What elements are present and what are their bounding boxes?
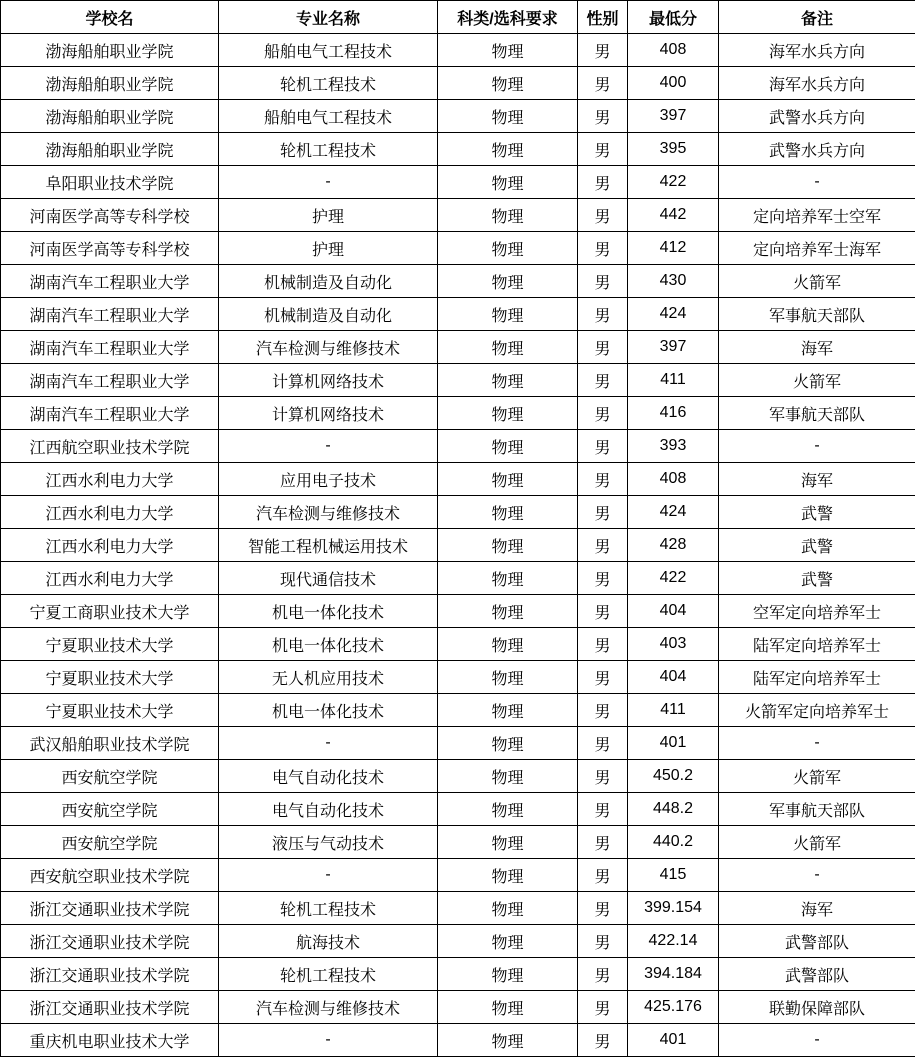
cell-major-name: 现代通信技术 — [219, 562, 438, 595]
cell-subject-requirement: 物理 — [438, 496, 578, 529]
cell-min-score: 411 — [628, 694, 719, 727]
cell-gender: 男 — [578, 826, 628, 859]
cell-gender: 男 — [578, 760, 628, 793]
cell-min-score: 401 — [628, 727, 719, 760]
cell-remark: 武警 — [719, 562, 915, 595]
cell-school-name: 重庆机电职业技术大学 — [1, 1024, 219, 1057]
cell-school-name: 江西水利电力大学 — [1, 463, 219, 496]
cell-min-score: 404 — [628, 595, 719, 628]
cell-school-name: 宁夏工商职业技术大学 — [1, 595, 219, 628]
cell-major-name: 汽车检测与维修技术 — [219, 991, 438, 1024]
cell-remark: 火箭军 — [719, 826, 915, 859]
cell-min-score: 416 — [628, 397, 719, 430]
cell-major-name: - — [219, 1024, 438, 1057]
table-row — [1, 529, 915, 562]
cell-remark: 武警水兵方向 — [719, 133, 915, 166]
cell-gender: 男 — [578, 661, 628, 694]
cell-remark: 空军定向培养军士 — [719, 595, 915, 628]
cell-major-name: 电气自动化技术 — [219, 760, 438, 793]
cell-major-name: - — [219, 430, 438, 463]
cell-school-name: 浙江交通职业技术学院 — [1, 958, 219, 991]
header-school-name: 学校名 — [1, 1, 219, 34]
table-row — [1, 298, 915, 331]
cell-school-name: 浙江交通职业技术学院 — [1, 925, 219, 958]
cell-min-score: 408 — [628, 463, 719, 496]
table-row — [1, 628, 915, 661]
cell-school-name: 渤海船舶职业学院 — [1, 67, 219, 100]
cell-gender: 男 — [578, 298, 628, 331]
table-row — [1, 760, 915, 793]
cell-min-score: 424 — [628, 496, 719, 529]
cell-subject-requirement: 物理 — [438, 892, 578, 925]
cell-major-name: 汽车检测与维修技术 — [219, 331, 438, 364]
cell-major-name: 机械制造及自动化 — [219, 265, 438, 298]
cell-min-score: 425.176 — [628, 991, 719, 1024]
table-row — [1, 199, 915, 232]
cell-subject-requirement: 物理 — [438, 133, 578, 166]
table-row — [1, 892, 915, 925]
cell-subject-requirement: 物理 — [438, 925, 578, 958]
cell-min-score: 404 — [628, 661, 719, 694]
cell-remark: 海军 — [719, 331, 915, 364]
table-row — [1, 694, 915, 727]
cell-gender: 男 — [578, 232, 628, 265]
cell-subject-requirement: 物理 — [438, 595, 578, 628]
table-row — [1, 364, 915, 397]
cell-remark: 海军水兵方向 — [719, 67, 915, 100]
cell-subject-requirement: 物理 — [438, 628, 578, 661]
cell-gender: 男 — [578, 364, 628, 397]
cell-gender: 男 — [578, 331, 628, 364]
table-row — [1, 826, 915, 859]
cell-min-score: 424 — [628, 298, 719, 331]
table-row — [1, 661, 915, 694]
cell-subject-requirement: 物理 — [438, 463, 578, 496]
cell-gender: 男 — [578, 727, 628, 760]
cell-gender: 男 — [578, 463, 628, 496]
cell-remark: 武警部队 — [719, 925, 915, 958]
cell-remark: 军事航天部队 — [719, 397, 915, 430]
cell-school-name: 宁夏职业技术大学 — [1, 628, 219, 661]
cell-min-score: 403 — [628, 628, 719, 661]
cell-subject-requirement: 物理 — [438, 529, 578, 562]
cell-subject-requirement: 物理 — [438, 991, 578, 1024]
cell-remark: 火箭军 — [719, 364, 915, 397]
cell-major-name: 电气自动化技术 — [219, 793, 438, 826]
table-body — [1, 34, 915, 1057]
cell-gender: 男 — [578, 529, 628, 562]
table-row — [1, 793, 915, 826]
table-row — [1, 232, 915, 265]
table-row — [1, 1024, 915, 1057]
cell-remark: 海军水兵方向 — [719, 34, 915, 67]
cell-min-score: 394.184 — [628, 958, 719, 991]
cell-min-score: 448.2 — [628, 793, 719, 826]
cell-min-score: 395 — [628, 133, 719, 166]
table-row — [1, 595, 915, 628]
cell-subject-requirement: 物理 — [438, 397, 578, 430]
cell-school-name: 宁夏职业技术大学 — [1, 661, 219, 694]
table-row — [1, 496, 915, 529]
table-row — [1, 958, 915, 991]
cell-subject-requirement: 物理 — [438, 727, 578, 760]
cell-subject-requirement: 物理 — [438, 430, 578, 463]
cell-school-name: 渤海船舶职业学院 — [1, 34, 219, 67]
cell-remark: - — [719, 430, 915, 463]
cell-subject-requirement: 物理 — [438, 694, 578, 727]
cell-remark: 火箭军 — [719, 760, 915, 793]
cell-remark: 陆军定向培养军士 — [719, 661, 915, 694]
cell-remark: 陆军定向培养军士 — [719, 628, 915, 661]
cell-gender: 男 — [578, 694, 628, 727]
cell-remark: - — [719, 1024, 915, 1057]
cell-major-name: 船舶电气工程技术 — [219, 34, 438, 67]
cell-gender: 男 — [578, 67, 628, 100]
cell-subject-requirement: 物理 — [438, 331, 578, 364]
cell-school-name: 江西水利电力大学 — [1, 529, 219, 562]
cell-subject-requirement: 物理 — [438, 265, 578, 298]
cell-subject-requirement: 物理 — [438, 166, 578, 199]
cell-school-name: 湖南汽车工程职业大学 — [1, 331, 219, 364]
cell-gender: 男 — [578, 925, 628, 958]
cell-school-name: 湖南汽车工程职业大学 — [1, 397, 219, 430]
cell-major-name: 智能工程机械运用技术 — [219, 529, 438, 562]
cell-school-name: 西安航空职业技术学院 — [1, 859, 219, 892]
cell-major-name: 机械制造及自动化 — [219, 298, 438, 331]
table-row — [1, 925, 915, 958]
cell-min-score: 442 — [628, 199, 719, 232]
cell-min-score: 440.2 — [628, 826, 719, 859]
cell-subject-requirement: 物理 — [438, 826, 578, 859]
cell-gender: 男 — [578, 991, 628, 1024]
cell-school-name: 河南医学高等专科学校 — [1, 232, 219, 265]
cell-major-name: - — [219, 727, 438, 760]
cell-remark: - — [719, 166, 915, 199]
cell-school-name: 阜阳职业技术学院 — [1, 166, 219, 199]
table-row — [1, 67, 915, 100]
table-row — [1, 727, 915, 760]
cell-min-score: 450.2 — [628, 760, 719, 793]
cell-gender: 男 — [578, 595, 628, 628]
cell-subject-requirement: 物理 — [438, 298, 578, 331]
cell-major-name: 计算机网络技术 — [219, 397, 438, 430]
cell-min-score: 428 — [628, 529, 719, 562]
cell-min-score: 422.14 — [628, 925, 719, 958]
table-row — [1, 991, 915, 1024]
cell-subject-requirement: 物理 — [438, 661, 578, 694]
header-row — [1, 1, 915, 34]
table-row — [1, 463, 915, 496]
cell-major-name: 液压与气动技术 — [219, 826, 438, 859]
cell-min-score: 422 — [628, 562, 719, 595]
cell-remark: 武警 — [719, 529, 915, 562]
cell-remark: 武警 — [719, 496, 915, 529]
cell-major-name: 护理 — [219, 232, 438, 265]
header-remark: 备注 — [719, 1, 915, 34]
cell-gender: 男 — [578, 397, 628, 430]
cell-major-name: 计算机网络技术 — [219, 364, 438, 397]
cell-major-name: 机电一体化技术 — [219, 595, 438, 628]
cell-school-name: 湖南汽车工程职业大学 — [1, 265, 219, 298]
header-major-name: 专业名称 — [219, 1, 438, 34]
cell-major-name: - — [219, 859, 438, 892]
cell-major-name: 轮机工程技术 — [219, 958, 438, 991]
header-gender: 性别 — [578, 1, 628, 34]
cell-subject-requirement: 物理 — [438, 364, 578, 397]
cell-min-score: 400 — [628, 67, 719, 100]
cell-subject-requirement: 物理 — [438, 793, 578, 826]
cell-gender: 男 — [578, 166, 628, 199]
cell-school-name: 江西水利电力大学 — [1, 562, 219, 595]
cell-remark: 火箭军 — [719, 265, 915, 298]
cell-major-name: 轮机工程技术 — [219, 67, 438, 100]
cell-school-name: 宁夏职业技术大学 — [1, 694, 219, 727]
cell-subject-requirement: 物理 — [438, 67, 578, 100]
cell-school-name: 湖南汽车工程职业大学 — [1, 364, 219, 397]
cell-remark: 武警水兵方向 — [719, 100, 915, 133]
cell-min-score: 408 — [628, 34, 719, 67]
header-subject-requirement: 科类/选科要求 — [438, 1, 578, 34]
cell-gender: 男 — [578, 100, 628, 133]
cell-remark: 武警部队 — [719, 958, 915, 991]
cell-remark: 海军 — [719, 463, 915, 496]
cell-remark: 军事航天部队 — [719, 793, 915, 826]
cell-min-score: 401 — [628, 1024, 719, 1057]
cell-school-name: 江西水利电力大学 — [1, 496, 219, 529]
cell-school-name: 浙江交通职业技术学院 — [1, 991, 219, 1024]
cell-min-score: 393 — [628, 430, 719, 463]
cell-school-name: 湖南汽车工程职业大学 — [1, 298, 219, 331]
cell-subject-requirement: 物理 — [438, 232, 578, 265]
cell-remark: 军事航天部队 — [719, 298, 915, 331]
cell-remark: 火箭军定向培养军士 — [719, 694, 915, 727]
cell-major-name: 航海技术 — [219, 925, 438, 958]
cell-subject-requirement: 物理 — [438, 859, 578, 892]
cell-gender: 男 — [578, 265, 628, 298]
cell-school-name: 西安航空学院 — [1, 760, 219, 793]
cell-min-score: 430 — [628, 265, 719, 298]
cell-major-name: 轮机工程技术 — [219, 133, 438, 166]
cell-remark: 定向培养军士海军 — [719, 232, 915, 265]
cell-min-score: 397 — [628, 100, 719, 133]
header-min-score: 最低分 — [628, 1, 719, 34]
cell-major-name: 机电一体化技术 — [219, 694, 438, 727]
cell-gender: 男 — [578, 496, 628, 529]
cell-major-name: 汽车检测与维修技术 — [219, 496, 438, 529]
cell-school-name: 武汉船舶职业技术学院 — [1, 727, 219, 760]
cell-gender: 男 — [578, 1024, 628, 1057]
cell-gender: 男 — [578, 199, 628, 232]
cell-major-name: 船舶电气工程技术 — [219, 100, 438, 133]
cell-remark: - — [719, 727, 915, 760]
cell-major-name: 护理 — [219, 199, 438, 232]
cell-major-name: 应用电子技术 — [219, 463, 438, 496]
cell-subject-requirement: 物理 — [438, 760, 578, 793]
cell-major-name: 轮机工程技术 — [219, 892, 438, 925]
cell-major-name: 无人机应用技术 — [219, 661, 438, 694]
cell-subject-requirement: 物理 — [438, 562, 578, 595]
table-row — [1, 100, 915, 133]
table-row — [1, 265, 915, 298]
cell-major-name: - — [219, 166, 438, 199]
cell-gender: 男 — [578, 34, 628, 67]
cell-school-name: 西安航空学院 — [1, 826, 219, 859]
cell-remark: - — [719, 859, 915, 892]
cell-gender: 男 — [578, 133, 628, 166]
table-row — [1, 562, 915, 595]
cell-subject-requirement: 物理 — [438, 34, 578, 67]
table-row — [1, 331, 915, 364]
cell-gender: 男 — [578, 892, 628, 925]
cell-subject-requirement: 物理 — [438, 958, 578, 991]
cell-gender: 男 — [578, 628, 628, 661]
cell-school-name: 西安航空学院 — [1, 793, 219, 826]
cell-school-name: 江西航空职业技术学院 — [1, 430, 219, 463]
table-row — [1, 166, 915, 199]
cell-min-score: 397 — [628, 331, 719, 364]
cell-min-score: 415 — [628, 859, 719, 892]
cell-major-name: 机电一体化技术 — [219, 628, 438, 661]
cell-remark: 定向培养军士空军 — [719, 199, 915, 232]
table-row — [1, 397, 915, 430]
table-row — [1, 133, 915, 166]
cell-school-name: 浙江交通职业技术学院 — [1, 892, 219, 925]
cell-subject-requirement: 物理 — [438, 1024, 578, 1057]
cell-min-score: 412 — [628, 232, 719, 265]
cell-gender: 男 — [578, 859, 628, 892]
table-row — [1, 430, 915, 463]
table-row — [1, 859, 915, 892]
cell-gender: 男 — [578, 430, 628, 463]
cell-school-name: 河南医学高等专科学校 — [1, 199, 219, 232]
cell-school-name: 渤海船舶职业学院 — [1, 100, 219, 133]
cell-remark: 联勤保障部队 — [719, 991, 915, 1024]
cell-subject-requirement: 物理 — [438, 100, 578, 133]
cell-remark: 海军 — [719, 892, 915, 925]
table-row — [1, 34, 915, 67]
cell-min-score: 411 — [628, 364, 719, 397]
cell-min-score: 399.154 — [628, 892, 719, 925]
cell-subject-requirement: 物理 — [438, 199, 578, 232]
cell-min-score: 422 — [628, 166, 719, 199]
cell-gender: 男 — [578, 793, 628, 826]
cell-gender: 男 — [578, 562, 628, 595]
cell-school-name: 渤海船舶职业学院 — [1, 133, 219, 166]
cell-gender: 男 — [578, 958, 628, 991]
